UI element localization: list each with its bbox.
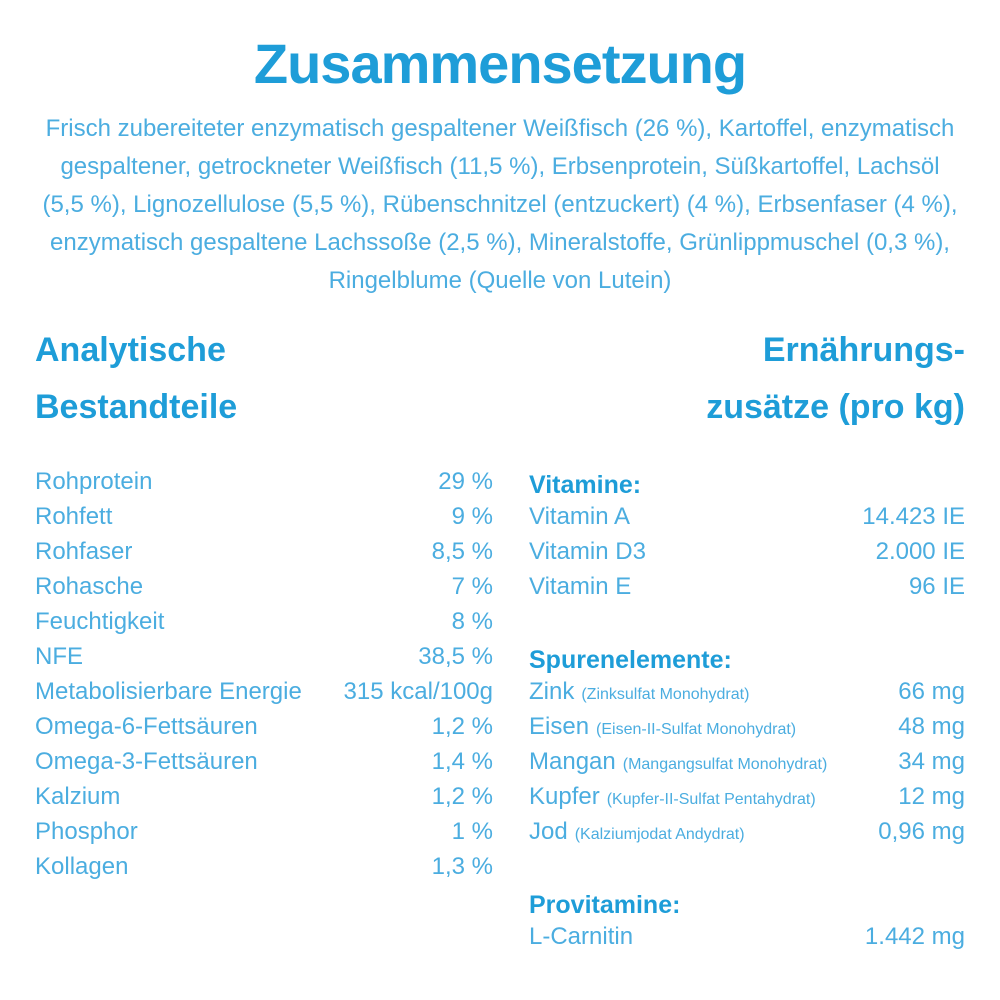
table-row (35, 818, 493, 853)
additive-value: 48 mg (898, 713, 965, 740)
additives-heading (529, 322, 965, 436)
additive-name: L-Carnitin (529, 923, 634, 950)
nutrient-name: Kalzium (35, 783, 121, 810)
nutrient-name: Kollagen (35, 853, 129, 880)
additive-name: Vitamin D3 (529, 538, 646, 565)
nutrient-value: 1,4 % (431, 748, 493, 775)
additive-name: Kupfer (529, 783, 600, 810)
analytical-heading (35, 322, 493, 436)
additive-name: Vitamin E (529, 573, 632, 600)
table-row (529, 923, 965, 958)
additive-label (529, 678, 749, 706)
nutrient-label (35, 678, 302, 706)
nutrient-value: 38,5 % (418, 643, 493, 670)
table-row (35, 573, 493, 608)
analytical-heading-line2: Bestandteile (35, 388, 238, 426)
additive-label (529, 818, 745, 846)
table-row (529, 538, 965, 573)
nutrient-label (35, 818, 138, 846)
nutrient-value: 315 kcal/100g (343, 678, 493, 705)
nutrient-label (35, 853, 128, 881)
additives-heading-line2: zusätze (pro kg) (706, 388, 965, 426)
nutrient-label (35, 573, 143, 601)
additive-note: (Mangangsulfat Monohydrat) (622, 756, 828, 773)
nutrient-name: Rohfaser (35, 538, 133, 565)
table-row (529, 503, 965, 538)
table-row (529, 678, 965, 713)
nutrient-value: 7 % (451, 573, 493, 600)
nutrient-label (35, 538, 132, 566)
additive-note: (Kalziumjodat Andydrat) (574, 826, 745, 843)
vitamins-group (529, 468, 965, 608)
additive-label (529, 783, 816, 811)
additive-label (529, 573, 631, 601)
nutrient-value: 1,2 % (431, 713, 493, 740)
additive-name: Eisen (529, 713, 590, 740)
provitamins-table (529, 923, 965, 958)
additive-value: 1.442 mg (864, 923, 965, 950)
additive-value: 12 mg (898, 783, 965, 810)
additive-note: (Eisen-II-Sulfat Monohydrat) (596, 721, 797, 738)
nutrient-name: Rohasche (35, 573, 144, 600)
analytical-heading-line1: Analytische (35, 331, 226, 369)
nutrient-name: Rohfett (35, 503, 113, 530)
analytical-table (35, 468, 493, 888)
page-title: Zusammensetzung (253, 32, 747, 95)
provitamins-group (529, 888, 965, 958)
nutrient-name: Rohprotein (35, 468, 153, 495)
table-row (35, 608, 493, 643)
table-row (529, 573, 965, 608)
table-row (529, 783, 965, 818)
table-row (35, 503, 493, 538)
table-row (35, 713, 493, 748)
additives-heading-line1: Ernährungs- (762, 331, 965, 369)
additive-label (529, 748, 827, 776)
nutrient-value: 1 % (451, 818, 493, 845)
additive-name: Mangan (529, 748, 616, 775)
table-row (529, 748, 965, 783)
nutrient-value: 8 % (451, 608, 493, 635)
trace-elements-table (529, 678, 965, 853)
nutrient-label (35, 468, 152, 496)
additive-note: (Kupfer-II-Sulfat Pentahydrat) (606, 791, 816, 808)
additive-label (529, 713, 796, 741)
additive-label (529, 538, 646, 566)
nutrient-name: Metabolisierbare Energie (35, 678, 302, 705)
ingredients-text: Frisch zubereiteter enzymatisch gespaltener Weißfisch (26 %), Kartoffel, enzymatisch gespaltener, getrockneter Weißfisch (11,5 %), Erbsenprotein, Süßkartoffel, Lachsöl (5,5 %), Lignozellulose (5,5 %), Rübenschnitzel (entzuckert) (4 %), Erbsenfaser (4 %), enzymatisch gespaltene Lachssoße (2,5 %), Mineralstoffe, Grünlippmuschel (0,3 %), Ringelblume (Quelle von Lutein) (42, 115, 958, 294)
content-columns (35, 322, 965, 958)
additive-value: 0,96 mg (878, 818, 965, 845)
nutrient-label (35, 503, 112, 531)
nutrient-label (35, 713, 258, 741)
nutrient-name: NFE (35, 643, 83, 670)
nutrient-name: Phosphor (35, 818, 138, 845)
additive-name: Jod (529, 818, 568, 845)
table-row (35, 538, 493, 573)
nutrient-value: 29 % (438, 468, 493, 495)
vitamins-title: Vitamine: (529, 471, 642, 499)
table-row (35, 678, 493, 713)
vitamins-table (529, 503, 965, 608)
trace-elements-group (529, 643, 965, 853)
additive-value: 96 IE (908, 573, 965, 600)
additive-value: 2.000 IE (875, 538, 965, 565)
additive-label (529, 503, 630, 531)
analytical-section (35, 322, 493, 958)
nutrient-name: Feuchtigkeit (35, 608, 165, 635)
nutrient-name: Omega-3-Fettsäuren (35, 748, 258, 775)
additive-value: 34 mg (898, 748, 965, 775)
additive-name: Vitamin A (529, 503, 630, 530)
table-row (35, 748, 493, 783)
table-row (35, 853, 493, 888)
provitamins-title: Provitamine: (529, 891, 681, 919)
additive-name: Zink (529, 678, 575, 705)
nutrient-label (35, 643, 83, 671)
nutrient-value: 8,5 % (431, 538, 493, 565)
additive-value: 66 mg (898, 678, 965, 705)
nutrient-label (35, 783, 120, 811)
additive-note: (Zinksulfat Monohydrat) (581, 686, 750, 703)
additive-value: 14.423 IE (862, 503, 965, 530)
additives-section (529, 322, 965, 958)
table-row (35, 783, 493, 818)
nutrient-value: 9 % (451, 503, 493, 530)
additive-label (529, 923, 633, 951)
table-row (529, 818, 965, 853)
table-row (35, 468, 493, 503)
trace-elements-title: Spurenelemente: (529, 646, 732, 674)
nutrient-label (35, 608, 164, 636)
table-row (35, 643, 493, 678)
nutrient-value: 1,2 % (431, 783, 493, 810)
nutrient-value: 1,3 % (431, 853, 493, 880)
table-row (529, 713, 965, 748)
nutrient-label (35, 748, 258, 776)
nutrient-name: Omega-6-Fettsäuren (35, 713, 258, 740)
